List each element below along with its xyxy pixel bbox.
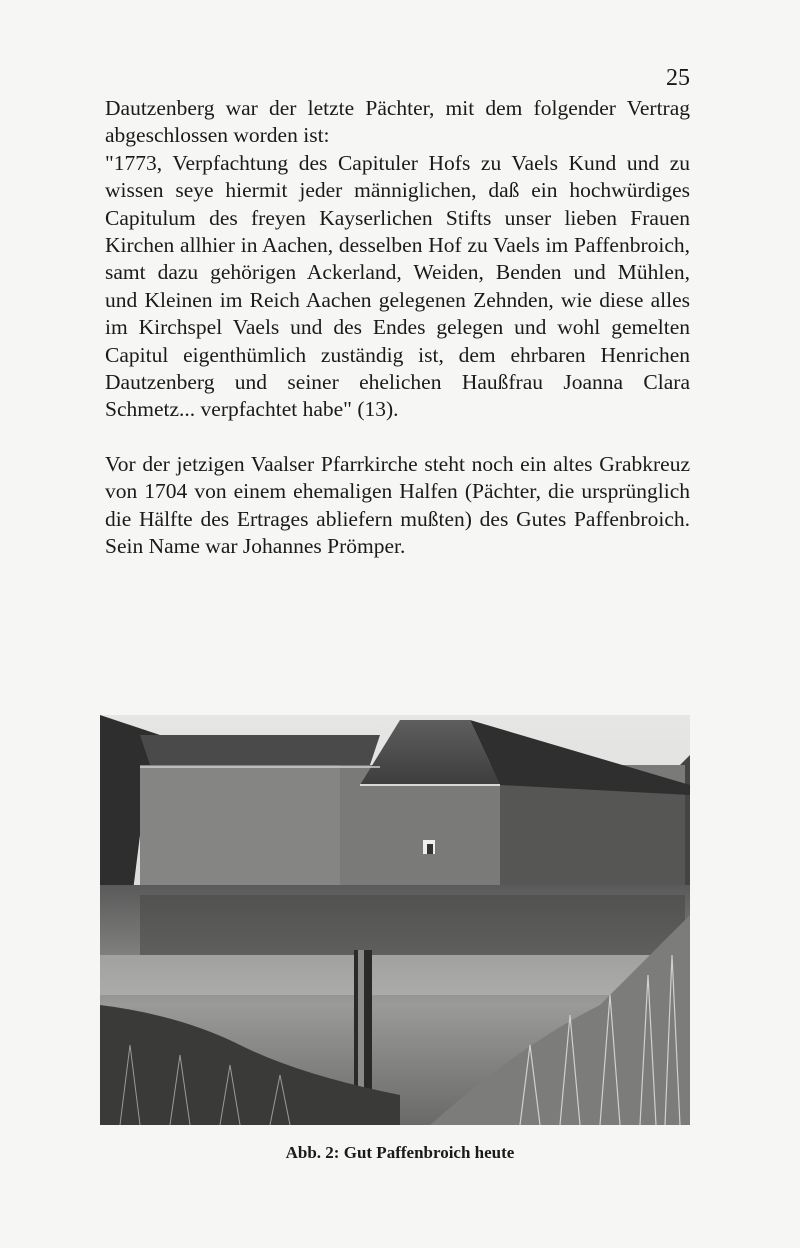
- text-line: Dautzenberg und seiner ehelichen Haußfrau Joanna Clara: [105, 370, 690, 395]
- photo-gut-paffenbroich: [100, 715, 690, 1125]
- paragraph-contract: [105, 95, 690, 424]
- photo-illustration: [100, 715, 690, 1125]
- text-line: und Kleinen im Reich Aachen gelegenen Zehnden, wie diese alles: [105, 287, 690, 312]
- text-line: wissen seye hiermit jeder männiglichen, daß ein hochwürdiges: [105, 178, 690, 203]
- text-line: Schmetz... verpfachtet habe" (13).: [105, 397, 399, 422]
- text-line: samt dazu gehörigen Ackerland, Weiden, Benden und Mühlen,: [105, 260, 690, 285]
- text-line: "1773, Verpfachtung des Capituler Hofs zu Vaels Kund und zu: [105, 150, 690, 175]
- text-line: Vor der jetzigen Vaalser Pfarrkirche steht noch ein altes Grabkreuz: [105, 451, 690, 476]
- text-line: Dautzenberg war der letzte Pächter, mit dem folgender Vertrag: [105, 96, 690, 120]
- text-line: Sein Name war Johannes Prömper.: [105, 534, 406, 559]
- page-number: 25: [666, 65, 690, 91]
- text-line: im Kirchspel Vaels und des Endes gelegen und wohl gemelten: [105, 315, 690, 340]
- text-line: abgeschlossen worden ist:: [105, 123, 330, 148]
- text-line: Capitulum des freyen Kayserlichen Stifts unser lieben Frauen: [105, 205, 690, 230]
- text-line: die Hälfte des Ertrages abliefern mußten) des Gutes Paffenbroich.: [105, 506, 690, 531]
- body-text: [105, 95, 690, 561]
- figure-caption: Abb. 2: Gut Paffenbroich heute: [285, 1143, 515, 1162]
- text-line: Capitul eigenthümlich zuständig ist, dem ehrbaren Henrichen: [105, 342, 690, 367]
- paragraph-grabkreuz: [105, 451, 690, 561]
- text-line: Kirchen allhier in Aachen, desselben Hof zu Vaels im Paffenbroich,: [105, 233, 690, 258]
- text-line: von 1704 von einem ehemaligen Halfen (Pächter, die ursprünglich: [105, 479, 690, 504]
